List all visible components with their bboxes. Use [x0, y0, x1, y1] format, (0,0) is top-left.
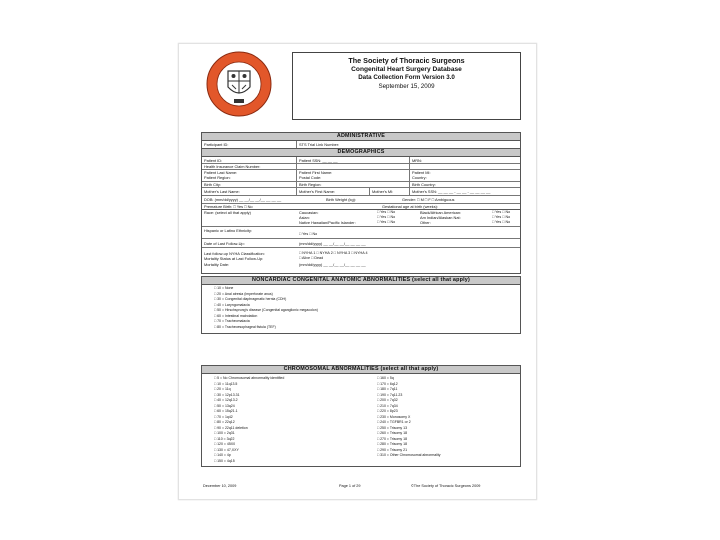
society-seal-logo — [206, 51, 272, 117]
noncardiac-item[interactable]: □ 70 = Tracheomalacia — [214, 319, 250, 323]
chromosomal-item[interactable]: □ 290 = Trisomy 21 — [377, 447, 408, 452]
mothers-ssn-field[interactable]: Mother's SSN: __ __ __ - __ __ - __ __ __ __ — [412, 189, 491, 194]
chromosomal-item[interactable]: □ 190 = 7q11.23 — [377, 392, 403, 397]
noncardiac-item[interactable]: □ 10 = None — [214, 286, 234, 290]
chromosomal-item[interactable]: □ 5 = No Chromosomal abnormality identified — [214, 376, 285, 380]
participant-id-field[interactable]: Participant ID: — [204, 142, 229, 147]
chromosomal-item[interactable]: □ 140 = 4p — [214, 453, 231, 457]
race-caucasian: Caucasian: — [299, 210, 319, 215]
chromosomal-item[interactable]: □ 220 = 8p23 — [377, 409, 398, 413]
hispanic-yn[interactable]: □ Yes □ No — [299, 232, 318, 236]
footer-page-number: Page 1 of 29 — [339, 484, 361, 488]
chromosomal-list-right — [377, 376, 441, 459]
sts-trial-link-field[interactable]: STS Trial Link Number: — [299, 142, 340, 147]
chromosomal-item[interactable]: □ 40 = 12q13.2 — [214, 398, 238, 402]
form-page — [178, 43, 537, 500]
chromosomal-item[interactable]: □ 200 = 7q32 — [377, 398, 398, 402]
race-black-yn[interactable]: □ Yes □ No — [492, 210, 511, 214]
demographics-detail-box — [201, 209, 521, 274]
mothers-first-name-field[interactable]: Mother's First Name: — [299, 189, 335, 194]
premature-birth-field[interactable]: Premature Birth: □ Yes □ No — [204, 204, 253, 209]
chromosomal-item[interactable]: □ 50 = 13q24 — [214, 403, 235, 408]
last-name-field[interactable]: Patient Last Name: — [204, 170, 238, 175]
race-amindian: Am Indian/Alaskan Nat: — [420, 215, 461, 220]
birth-weight-field[interactable]: Birth Weight (kg): — [326, 197, 356, 202]
chromosomal-item[interactable]: □ 270 = Trisomy 18 — [377, 436, 408, 441]
race-hawaiian-yn[interactable]: □ Yes □ No — [377, 220, 396, 224]
chromosomal-item[interactable]: □ 130 = 47,XXY — [214, 447, 239, 452]
chromosomal-item[interactable]: □ 170 = 6q12 — [377, 381, 398, 386]
nyha-options[interactable]: □ NYHA 1 □ NYHA 2 □ NYHA 3 □ NYHA 4 — [299, 251, 368, 255]
chromosomal-item[interactable]: □ 10 = 11q13.5 — [214, 381, 238, 386]
noncardiac-item[interactable]: □ 80 = Tracheoesophageal fistula (TEF) — [214, 324, 276, 329]
race-other-yn[interactable]: □ Yes □ No — [492, 220, 511, 224]
noncardiac-item[interactable]: □ 30 = Congenital diaphragmatic hernia (CDH) — [214, 297, 287, 301]
chromosomal-item[interactable]: □ 310 = Other Chromosomal abnormality — [377, 453, 441, 457]
postal-code-field[interactable]: Postal Code: — [299, 175, 322, 180]
chromosomal-item[interactable]: □ 160 = 5q — [377, 376, 394, 380]
noncardiac-box — [201, 284, 521, 334]
patient-id-field[interactable]: Patient ID: — [204, 158, 223, 163]
gender-field[interactable]: Gender: □ M □ F □ Ambiguous — [402, 197, 455, 202]
birth-country-field[interactable]: Birth Country: — [412, 182, 436, 187]
chromosomal-item[interactable]: □ 30 = 12p13.31 — [214, 392, 240, 397]
chromosomal-item[interactable]: □ 210 = 7q34 — [377, 403, 398, 408]
health-insurance-field[interactable]: Health Insurance Claim Number: — [204, 164, 261, 169]
chromosomal-item[interactable]: □ 60 = 15q21.1 — [214, 409, 238, 413]
birth-region-field[interactable]: Birth Region: — [299, 182, 322, 187]
chromosomal-item[interactable]: □ 180 = 7q11 — [377, 387, 398, 391]
race-hawaiian: Native Hawaiian/Pacific Islander: — [299, 220, 356, 225]
race-caucasian-yn[interactable]: □ Yes □ No — [377, 210, 396, 214]
noncardiac-item[interactable]: □ 40 = Laryngomalacia — [214, 302, 250, 307]
database-name: Congenital Heart Surgery Database — [351, 65, 462, 73]
patient-ssn-field[interactable]: Patient SSN: __ __ __ — [299, 158, 338, 163]
footer-date: December 10, 2009 — [203, 484, 237, 488]
first-name-field[interactable]: Patient First Name: — [299, 170, 333, 175]
hispanic-label: Hispanic or Latino Ethnicity: — [204, 228, 253, 233]
mothers-mi-field[interactable]: Mother's MI: — [372, 189, 394, 194]
chromosomal-item[interactable]: □ 250 = Trisomy 13 — [377, 425, 408, 430]
chromosomal-item[interactable]: □ 230 = Monosomy X — [377, 414, 411, 419]
region-field[interactable]: Patient Region: — [204, 175, 231, 180]
chromosomal-item[interactable]: □ 100 = 2q31 — [214, 431, 235, 435]
form-version: Data Collection Form Version 3.0 — [358, 74, 455, 82]
chromosomal-item[interactable]: □ 70 = 1q42 — [214, 414, 233, 419]
chromosomal-item[interactable]: □ 90 = 22q11 deletion — [214, 425, 248, 430]
mothers-last-name-field[interactable]: Mother's Last Name: — [204, 189, 240, 194]
race-label: Race: (select all that apply) — [204, 210, 251, 215]
form-title-box — [292, 52, 521, 120]
country-field[interactable]: Country: — [412, 175, 427, 180]
chromosomal-item[interactable]: □ 110 = 3q22 — [214, 436, 235, 441]
chromosomal-list-left — [214, 376, 284, 464]
birth-city-field[interactable]: Birth City: — [204, 182, 221, 187]
mortality-date-field[interactable]: (mm/dd/yyyy) __ __/__ __/__ __ __ __ — [299, 262, 366, 267]
dob-field[interactable]: DOB: (mm/dd/yyyy) __ __/__ __/__ __ __ __ — [204, 197, 282, 202]
noncardiac-item[interactable]: □ 60 = Intestinal malrotation — [214, 313, 258, 318]
race-asian: Asian: — [299, 215, 310, 220]
society-name: The Society of Thoracic Surgeons — [348, 56, 465, 65]
gestational-age-field[interactable]: Gestational age at birth (weeks): — [382, 204, 439, 209]
demographics-box — [201, 156, 521, 210]
noncardiac-list — [214, 286, 318, 330]
noncardiac-item[interactable]: □ 20 = Anal atresia (imperforate anus) — [214, 291, 273, 296]
form-date: September 15, 2009 — [378, 82, 435, 90]
chromosomal-item[interactable]: □ 260 = Trisomy 18 — [377, 431, 408, 435]
noncardiac-header: NONCARDIAC CONGENITAL ANATOMIC ABNORMALITIES (select all that apply) — [201, 276, 521, 285]
chromosomal-item[interactable]: □ 120 = 45X0 — [214, 442, 236, 446]
patient-mi-field[interactable]: Patient MI: — [412, 170, 431, 175]
chromosomal-item[interactable]: □ 20 = 11q — [214, 387, 231, 391]
demographics-header: DEMOGRAPHICS — [201, 148, 521, 157]
mortality-status-options[interactable]: □ Alive □ Dead — [299, 256, 324, 260]
mrn-field[interactable]: MRN: — [412, 158, 422, 163]
chromosomal-item[interactable]: □ 80 = 22q12 — [214, 420, 235, 424]
last-followup-label: Date of Last Follow-Up: — [204, 241, 245, 246]
mortality-date-label: Mortality Date: — [204, 262, 230, 267]
noncardiac-item[interactable]: □ 50 = Hirschsprung's disease (Congenital aganglionic megacolon) — [214, 308, 318, 312]
administrative-header: ADMINISTRATIVE — [201, 132, 521, 141]
mortality-status-label: Mortality Status at Last Follow-Up: — [204, 256, 264, 261]
footer-copyright: ©The Society of Thoracic Surgeons 2009 — [411, 484, 481, 488]
chromosomal-item[interactable]: □ 280 = Trisomy 18 — [377, 442, 408, 446]
last-followup-date[interactable]: (mm/dd/yyyy) __ __/__ __/__ __ __ __ — [299, 241, 366, 246]
nyha-label: Last follow-up NYHA Classification: — [204, 251, 265, 256]
race-black: Black/African American: — [420, 210, 462, 215]
race-amindian-yn[interactable]: □ Yes □ No — [492, 215, 511, 219]
race-asian-yn[interactable]: □ Yes □ No — [377, 215, 396, 219]
chromosomal-item[interactable]: □ 150 = 4q15 — [214, 458, 235, 463]
chromosomal-box — [201, 373, 521, 467]
chromosomal-item[interactable]: □ 240 = TGFBR1 or 2 — [377, 420, 411, 424]
chromosomal-header: CHROMOSOMAL ABNORMALITIES (select all that apply) — [201, 365, 521, 374]
race-other: Other: — [420, 220, 431, 225]
